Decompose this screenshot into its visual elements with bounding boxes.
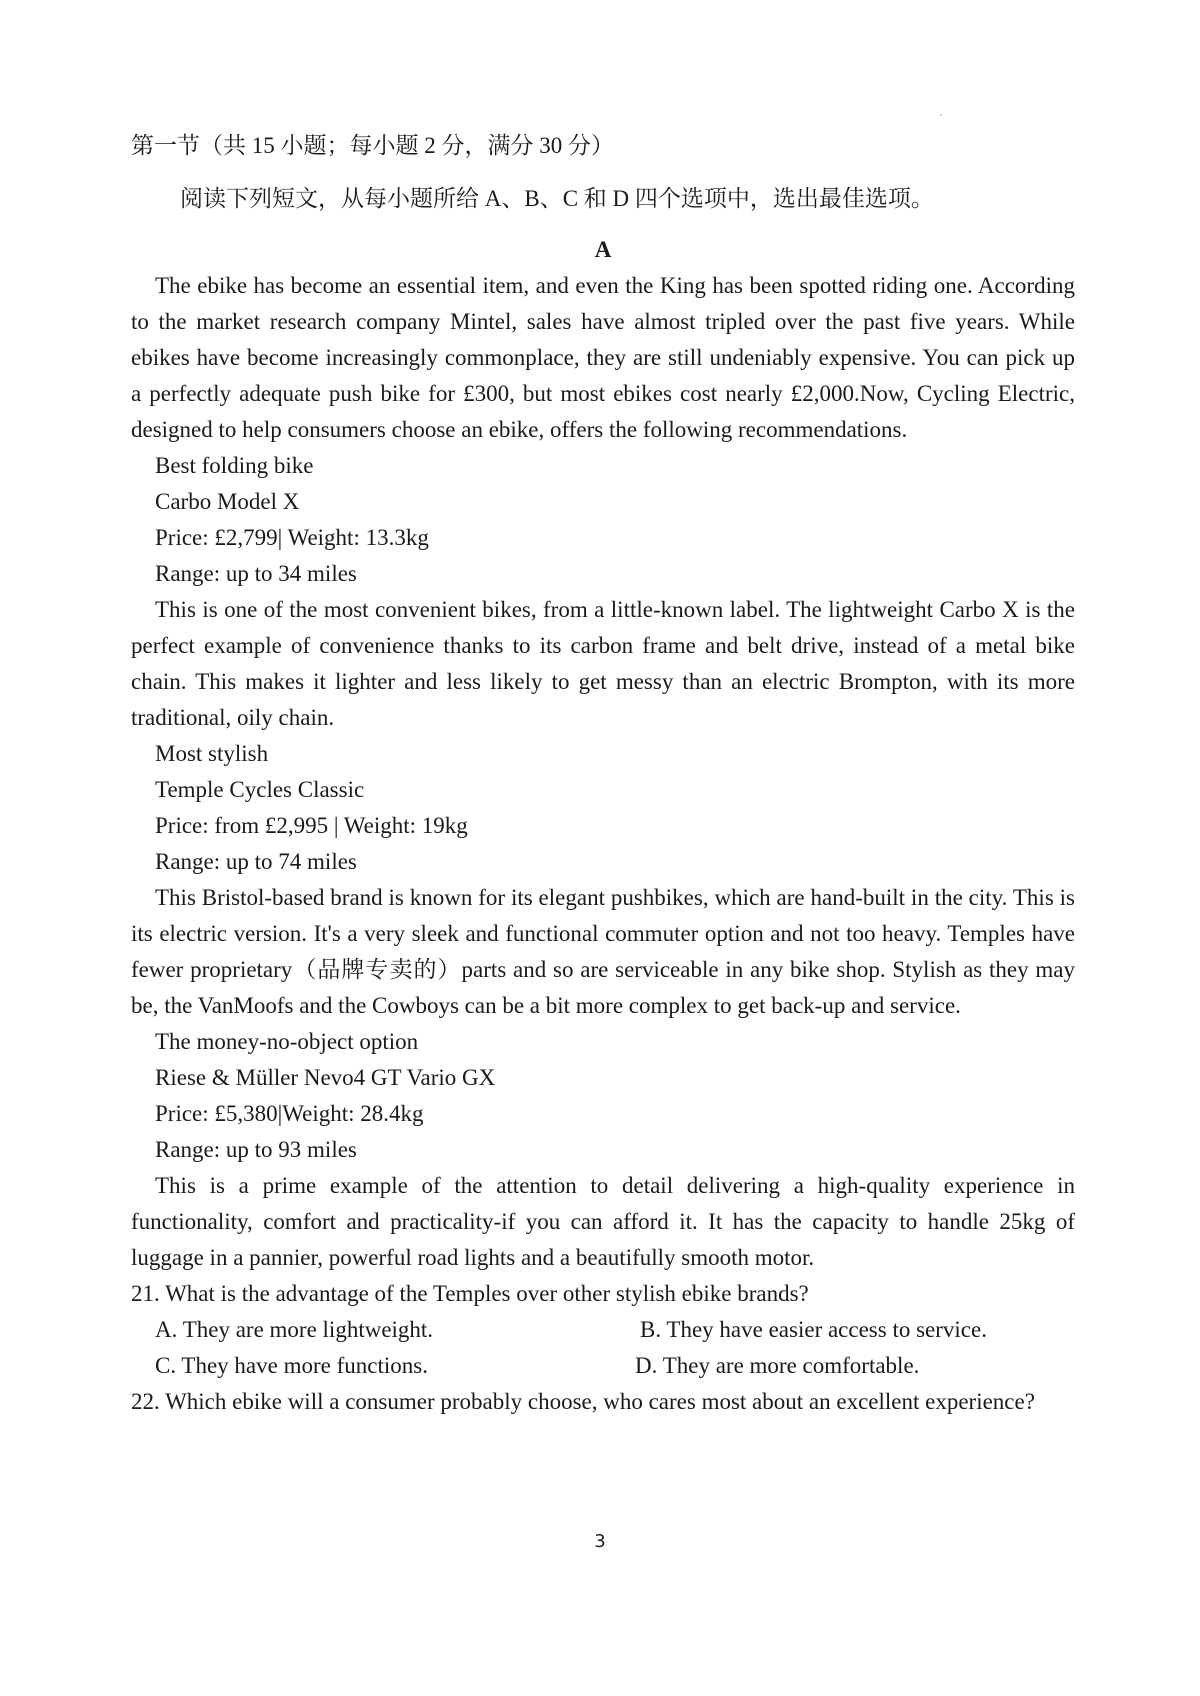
scan-speck (940, 114, 942, 116)
option-d[interactable]: D. They are more comfortable. (635, 1353, 920, 1378)
bike-price-weight: Price: from £2,995 | Weight: 19kg (155, 813, 468, 838)
bike-name: Carbo Model X (155, 489, 300, 514)
bike-range: Range: up to 93 miles (155, 1137, 357, 1162)
passage-intro: The ebike has become an essential item, and even the King has been spotted riding one. According to the market research company Mintel, sales have almost tripled over the past five years. While ebikes have become increasingly commonplace, they are still undeniably expensive. You can pick up a perfectly adequate push bike for £300, but most ebikes cost nearly £2,000.Now, Cycling Electric, designed to help consumers choose an ebike, offers the following recommendations. (131, 273, 1075, 442)
bike-description: This Bristol-based brand is known for its elegant pushbikes, which are hand-built in the city. This is its electric version. It's a very sleek and functional commuter option and not too heavy. Temples have fewer proprietary（品牌专卖的）parts and so are serviceable in any bike shop. Stylish as they may be, the VanMoofs and the Cowboys can be a bit more complex to get back-up and service. (131, 885, 1075, 1018)
bike-entry-premium (131, 1024, 1075, 1276)
bike-category: The money-no-object option (155, 1029, 419, 1054)
question-stem: 22. Which ebike will a consumer probably choose, who cares most about an excellent experience? (131, 1389, 1035, 1414)
option-b[interactable]: B. They have easier access to service. (640, 1317, 987, 1342)
bike-name: Riese & Müller Nevo4 GT Vario GX (155, 1065, 496, 1090)
bike-entry-stylish (131, 736, 1075, 1024)
bike-price-weight: Price: £5,380|Weight: 28.4kg (155, 1101, 424, 1126)
page-content (131, 128, 1075, 1420)
page-number: 3 (594, 1531, 606, 1552)
bike-description: This is one of the most convenient bikes, from a little-known label. The lightweight Carbo X is the perfect example of convenience thanks to its carbon frame and belt drive, instead of a metal bike chain. This makes it lighter and less likely to get messy than an electric Brompton, with its more traditional, oily chain. (131, 597, 1075, 730)
question-stem: 21. What is the advantage of the Temples over other stylish ebike brands? (131, 1281, 809, 1306)
options-row-ab (131, 1312, 1075, 1348)
bike-category: Most stylish (155, 741, 269, 766)
bike-description: This is a prime example of the attention to detail delivering a high-quality experience in functionality, comfort and practicality-if you can afford it. It has the capacity to handle 25kg of luggage in a pannier, powerful road lights and a beautifully smooth motor. (131, 1173, 1075, 1270)
instruction-text: 阅读下列短文，从每小题所给 A、B、C 和 D 四个选项中，选出最佳选项。 (180, 186, 934, 211)
bike-category: Best folding bike (155, 453, 314, 478)
bike-range: Range: up to 74 miles (155, 849, 357, 874)
question-21 (131, 1276, 1075, 1384)
option-c[interactable]: C. They have more functions. (155, 1353, 428, 1378)
bike-name: Temple Cycles Classic (155, 777, 365, 802)
bike-price-weight: Price: £2,799| Weight: 13.3kg (155, 525, 429, 550)
bike-entry-folding (131, 448, 1075, 736)
options-row-cd (131, 1348, 1075, 1384)
option-a[interactable]: A. They are more lightweight. (155, 1317, 434, 1342)
bike-range: Range: up to 34 miles (155, 561, 357, 586)
question-22 (131, 1384, 1075, 1420)
passage-label: A (594, 237, 612, 262)
section-title: 第一节（共 15 小题；每小题 2 分，满分 30 分） (131, 133, 614, 158)
